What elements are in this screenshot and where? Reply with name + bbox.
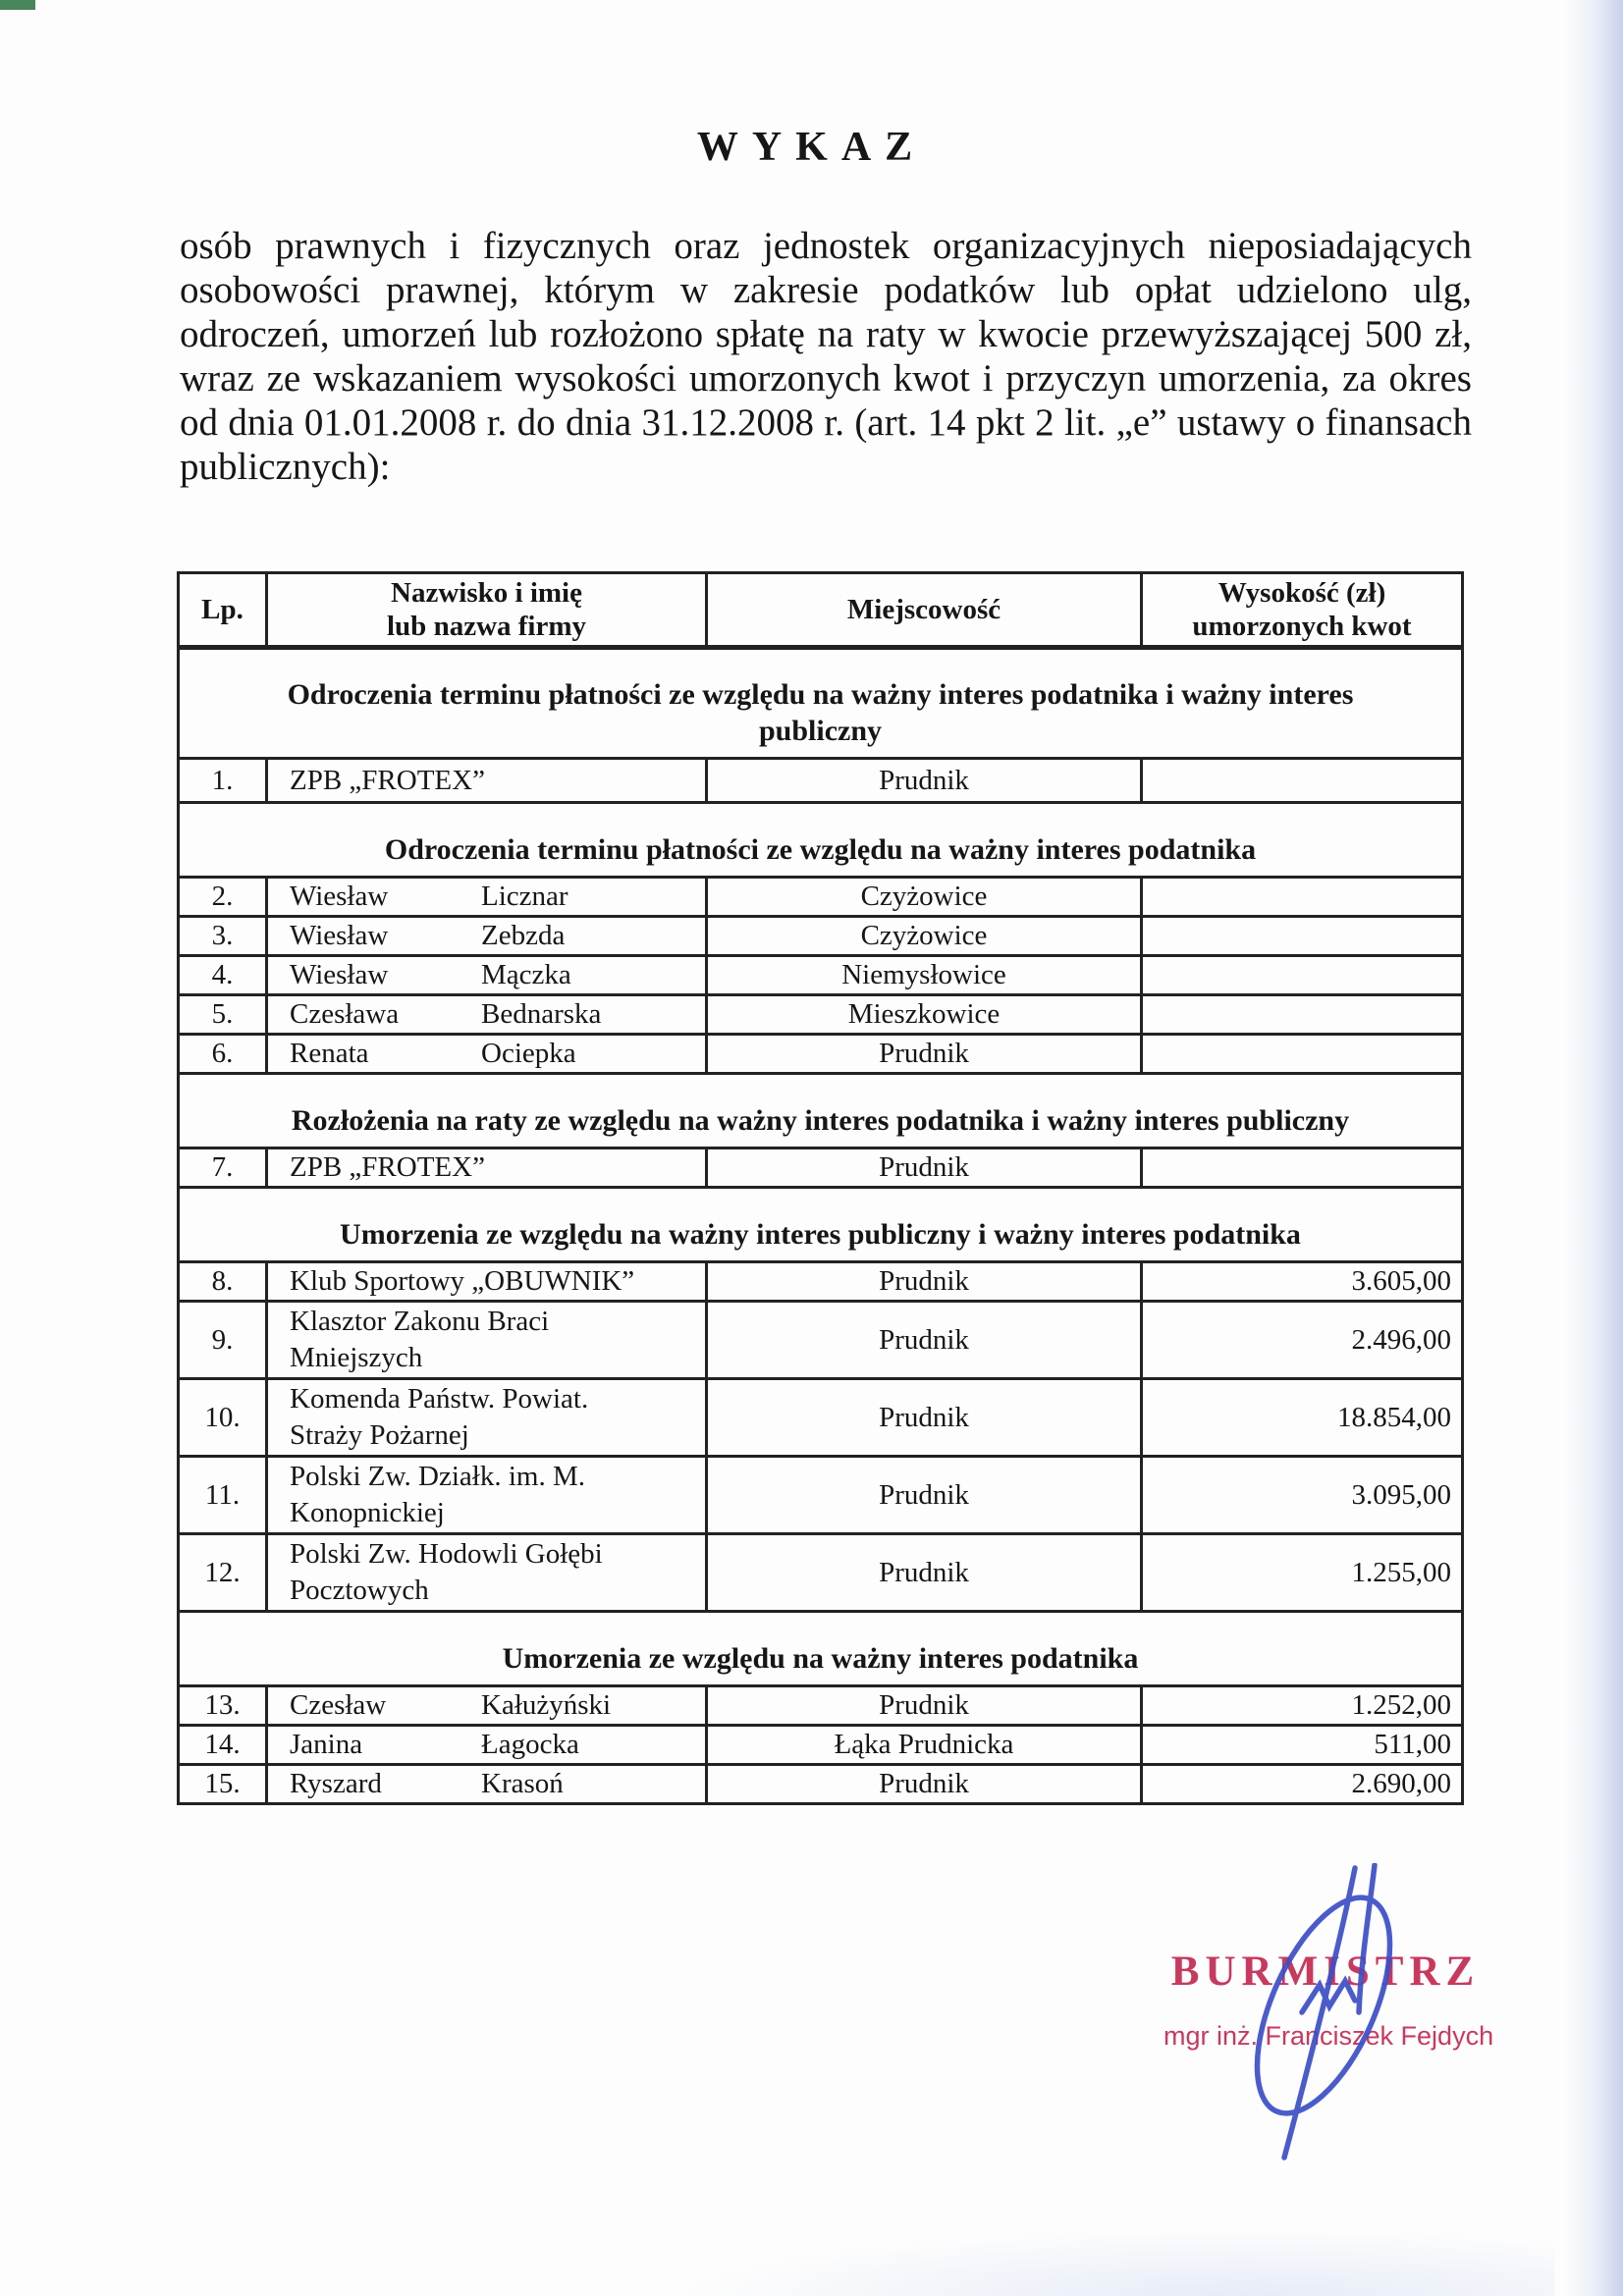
row-number-cell: 11.	[179, 1457, 267, 1534]
table-row	[179, 1148, 1463, 1188]
scan-bottom-smudge	[671, 2227, 1554, 2296]
name-cell	[267, 995, 707, 1035]
table-row	[179, 956, 1463, 995]
entity-name-line: Klub Sportowy „OBUWNIK”	[290, 1265, 635, 1297]
name-cell	[267, 1148, 707, 1188]
col-header-name-label2: lub nazwa firmy	[387, 611, 586, 642]
row-number-cell: 13.	[179, 1686, 267, 1726]
name-cell	[267, 1765, 707, 1804]
place-cell: Prudnik	[707, 1035, 1142, 1074]
table-row	[179, 1686, 1463, 1726]
table-row	[179, 1534, 1463, 1612]
intro-line: osobowości prawnej, którym w zakresie podatków lub opłat udzielono ulg,	[180, 269, 1472, 311]
row-number-cell: 6.	[179, 1035, 267, 1074]
entity-name-line: Komenda Państw. Powiat.	[290, 1383, 589, 1415]
scan-corner-artifact	[0, 0, 35, 10]
amount-cell: 2.496,00	[1142, 1302, 1463, 1379]
name-cell	[267, 1726, 707, 1765]
row-number-cell: 3.	[179, 917, 267, 956]
name-cell	[267, 1302, 707, 1379]
last-name: Mączka	[481, 959, 571, 990]
section-title-cell	[179, 1188, 1463, 1262]
entity-name-line: Straży Pożarnej	[290, 1419, 469, 1451]
place-cell: Prudnik	[707, 1457, 1142, 1534]
amount-cell: 18.854,00	[1142, 1379, 1463, 1457]
section-title-row	[179, 803, 1463, 878]
name-cell	[267, 878, 707, 917]
name-cell	[267, 1035, 707, 1074]
row-number-cell: 12.	[179, 1534, 267, 1612]
amount-cell: 3.095,00	[1142, 1457, 1463, 1534]
table-row	[179, 759, 1463, 803]
name-cell	[267, 1457, 707, 1534]
table-row	[179, 1379, 1463, 1457]
row-number-cell: 4.	[179, 956, 267, 995]
row-number-cell: 5.	[179, 995, 267, 1035]
place-cell: Czyżowice	[707, 878, 1142, 917]
table-row	[179, 1302, 1463, 1379]
col-header-place	[707, 573, 1142, 648]
name-cell	[267, 1262, 707, 1302]
last-name: Licznar	[481, 881, 568, 912]
table-row	[179, 1765, 1463, 1804]
intro-line: wraz ze wskazaniem wysokości umorzonych kwot i przyczyn umorzenia, za okres	[180, 357, 1472, 400]
first-name: Janina	[290, 1729, 363, 1760]
table-row	[179, 1457, 1463, 1534]
place-cell: Niemysłowice	[707, 956, 1142, 995]
last-name: Ociepka	[481, 1038, 576, 1069]
section-title-cell	[179, 648, 1463, 759]
place-cell: Prudnik	[707, 1534, 1142, 1612]
place-cell: Prudnik	[707, 1686, 1142, 1726]
section-title-text: Umorzenia ze względu na ważny interes publiczny i ważny interes podatnika	[340, 1218, 1301, 1251]
amount-cell	[1142, 995, 1463, 1035]
name-cell	[267, 1534, 707, 1612]
place-cell: Czyżowice	[707, 917, 1142, 956]
first-name: Wiesław	[290, 881, 389, 912]
row-number-cell: 7.	[179, 1148, 267, 1188]
intro-line: osób prawnych i fizycznych oraz jednostek organizacyjnych nieposiadających	[180, 225, 1472, 267]
row-number-cell: 1.	[179, 759, 267, 803]
col-header-amount	[1142, 573, 1463, 648]
document-title: WYKAZ	[696, 125, 927, 170]
entity-name-line: Klasztor Zakonu Braci	[290, 1306, 550, 1337]
amount-cell: 1.255,00	[1142, 1534, 1463, 1612]
entity-name-line: Pocztowych	[290, 1575, 429, 1606]
amount-cell	[1142, 759, 1463, 803]
entity-name-line: Konopnickiej	[290, 1497, 445, 1528]
table-row	[179, 878, 1463, 917]
section-title-cell	[179, 1612, 1463, 1686]
col-header-place-label: Miejscowość	[846, 594, 1001, 625]
place-cell: Prudnik	[707, 1148, 1142, 1188]
col-header-lp	[179, 573, 267, 648]
stamp-signatory-name: mgr inż. Franciszek Fejdych	[1163, 2021, 1494, 2051]
amount-cell: 511,00	[1142, 1726, 1463, 1765]
row-number-cell: 8.	[179, 1262, 267, 1302]
last-name: Łagocka	[481, 1729, 579, 1760]
name-cell	[267, 759, 707, 803]
first-name: Wiesław	[290, 959, 389, 990]
table-row	[179, 1726, 1463, 1765]
section-title-text: Odroczenia terminu płatności ze względu na ważny interes podatnika i ważny interes	[287, 678, 1354, 711]
section-title-text: publiczny	[758, 715, 883, 747]
scan-edge-shadow	[1564, 0, 1623, 2296]
last-name: Bednarska	[481, 998, 602, 1030]
intro-line: odroczeń, umorzeń lub rozłożono spłatę na raty w kwocie przewyższającej 500 zł,	[180, 313, 1472, 355]
intro-paragraph	[180, 224, 1472, 489]
col-header-name-label: Nazwisko i imię	[391, 577, 582, 609]
table-row	[179, 995, 1463, 1035]
amount-cell	[1142, 878, 1463, 917]
stamp-title: BURMISTRZ	[1170, 1949, 1481, 1995]
amount-cell: 3.605,00	[1142, 1262, 1463, 1302]
intro-line: publicznych):	[180, 446, 391, 488]
row-number-cell: 10.	[179, 1379, 267, 1457]
section-title-text: Umorzenia ze względu na ważny interes podatnika	[502, 1642, 1139, 1675]
name-cell	[267, 956, 707, 995]
entity-name-line: Mniejszych	[290, 1342, 423, 1373]
place-cell: Mieszkowice	[707, 995, 1142, 1035]
section-title-row	[179, 1612, 1463, 1686]
amount-cell	[1142, 956, 1463, 995]
section-title-row	[179, 1188, 1463, 1262]
amount-cell: 1.252,00	[1142, 1686, 1463, 1726]
first-name: Renata	[290, 1038, 369, 1069]
col-header-lp-label: Lp.	[201, 594, 243, 625]
handwritten-signature	[1225, 1863, 1432, 2167]
table-row	[179, 1262, 1463, 1302]
amount-cell	[1142, 1035, 1463, 1074]
row-number-cell: 14.	[179, 1726, 267, 1765]
first-name: Czesław	[290, 1689, 387, 1721]
last-name: Zebzda	[481, 920, 566, 951]
entity-name-line: Polski Zw. Działk. im. M.	[290, 1461, 586, 1492]
name-cell	[267, 917, 707, 956]
section-title-cell	[179, 803, 1463, 878]
section-title-row	[179, 1074, 1463, 1148]
col-header-name	[267, 573, 707, 648]
amount-cell	[1142, 917, 1463, 956]
amount-cell: 2.690,00	[1142, 1765, 1463, 1804]
amount-cell	[1142, 1148, 1463, 1188]
place-cell: Prudnik	[707, 1379, 1142, 1457]
entity-name-line: ZPB „FROTEX”	[290, 1151, 485, 1183]
col-header-amount-label2: umorzonych kwot	[1192, 611, 1412, 642]
name-cell	[267, 1686, 707, 1726]
col-header-amount-label: Wysokość (zł)	[1217, 577, 1386, 609]
first-name: Ryszard	[290, 1768, 382, 1799]
table-header-row	[179, 573, 1463, 648]
row-number-cell: 2.	[179, 878, 267, 917]
place-cell: Prudnik	[707, 759, 1142, 803]
first-name: Czesława	[290, 998, 400, 1030]
name-cell	[267, 1379, 707, 1457]
table-row	[179, 917, 1463, 956]
section-title-text: Rozłożenia na raty ze względu na ważny interes podatnika i ważny interes publiczny	[291, 1104, 1350, 1137]
place-cell: Łąka Prudnicka	[707, 1726, 1142, 1765]
table-row	[179, 1035, 1463, 1074]
place-cell: Prudnik	[707, 1262, 1142, 1302]
place-cell: Prudnik	[707, 1302, 1142, 1379]
row-number-cell: 9.	[179, 1302, 267, 1379]
place-cell: Prudnik	[707, 1765, 1142, 1804]
entity-name-line: Polski Zw. Hodowli Gołębi	[290, 1538, 603, 1570]
last-name: Krasoń	[481, 1768, 564, 1799]
section-title-cell	[179, 1074, 1463, 1148]
entity-name-line: ZPB „FROTEX”	[290, 764, 485, 796]
wykaz-table	[177, 571, 1464, 1805]
section-title-row	[179, 648, 1463, 759]
last-name: Kałużyński	[481, 1689, 612, 1721]
row-number-cell: 15.	[179, 1765, 267, 1804]
section-title-text: Odroczenia terminu płatności ze względu na ważny interes podatnika	[384, 833, 1257, 866]
first-name: Wiesław	[290, 920, 389, 951]
intro-line: od dnia 01.01.2008 r. do dnia 31.12.2008 r. (art. 14 pkt 2 lit. „e” ustawy o finansach	[180, 401, 1472, 444]
